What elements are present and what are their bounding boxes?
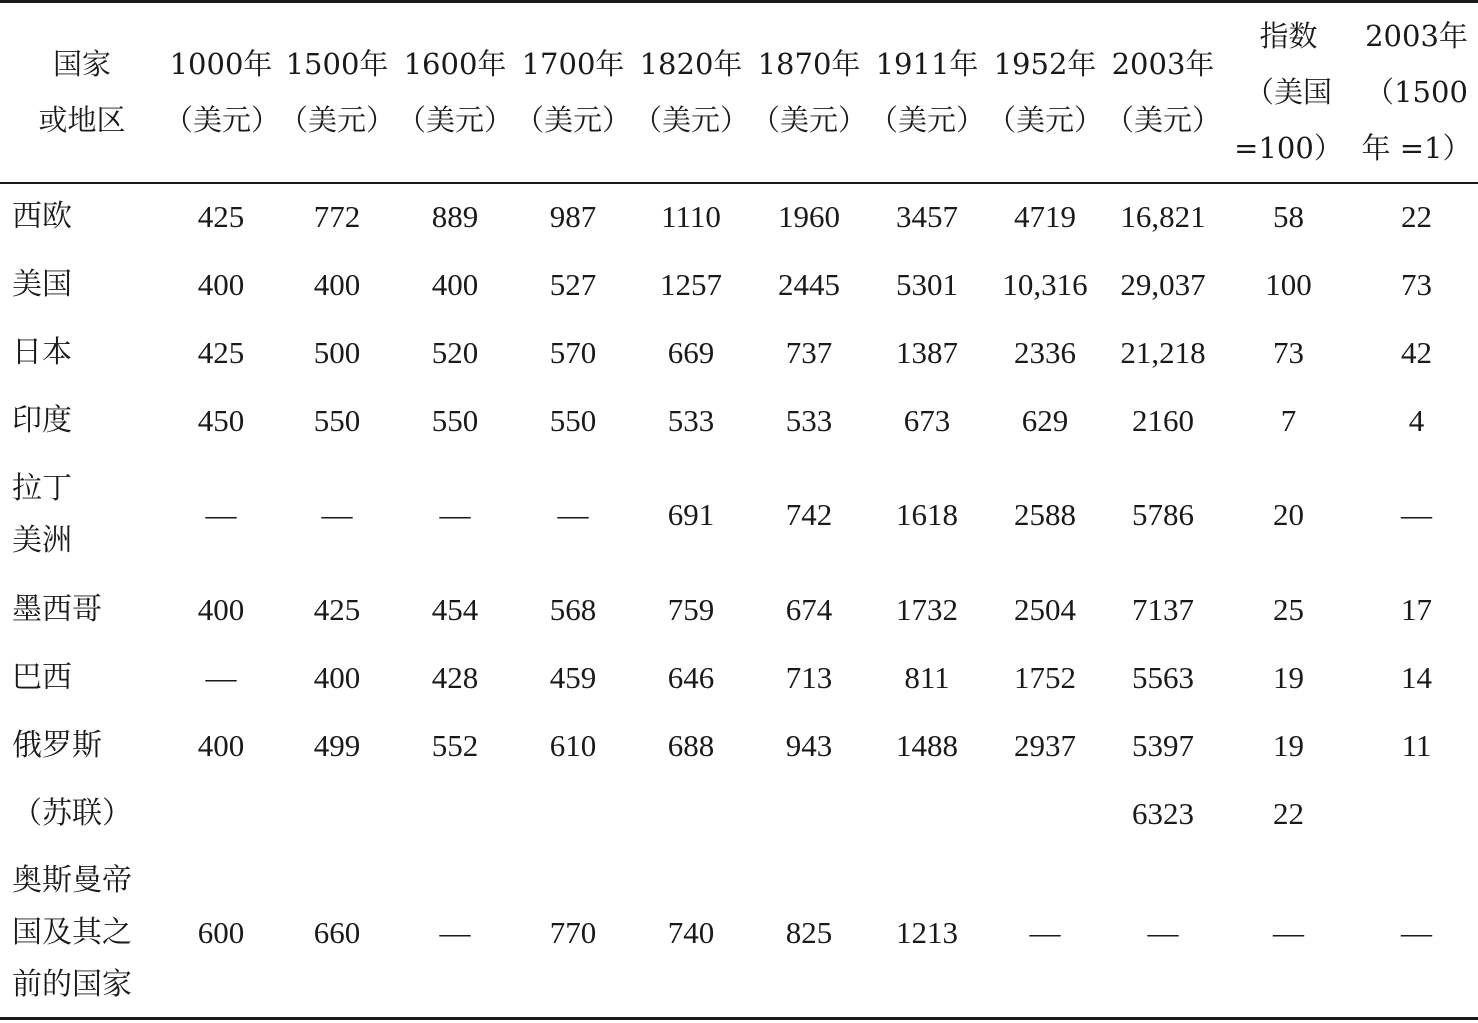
column-header-line: （美元） [632, 103, 749, 138]
column-header-line: 2003年 [1365, 19, 1468, 54]
table-row [0, 319, 1478, 387]
header-row [0, 2, 1478, 183]
column-header-line: 1911年 [875, 47, 979, 82]
value-cell: 500 [313, 334, 361, 370]
table-row [0, 455, 1478, 576]
value-cell: 14 [1401, 659, 1432, 695]
value-cell: 520 [431, 334, 479, 370]
column-header-line: 1600年 [403, 47, 507, 82]
value-cell: 454 [431, 591, 479, 627]
value-cell [632, 780, 750, 849]
row-name-cell [0, 387, 164, 455]
value-cell: 1960 [778, 199, 840, 234]
table-row [0, 849, 1478, 1019]
table-row [0, 387, 1478, 455]
column-header [514, 2, 632, 183]
column-header [1104, 2, 1222, 183]
row-name-line: 日本 [12, 334, 72, 370]
column-header-line: （美元） [986, 103, 1103, 138]
row-name-cell [0, 251, 164, 319]
column-header-line: 1952年 [993, 47, 1097, 82]
row-name-line: 西欧 [12, 199, 72, 234]
row-name-line: 墨西哥 [12, 591, 102, 627]
value-cell: 459 [549, 659, 597, 695]
row-name-line: （苏联） [12, 796, 132, 831]
column-header [0, 2, 164, 183]
value-cell: 688 [667, 727, 715, 763]
value-cell [1355, 780, 1478, 849]
value-cell [986, 780, 1104, 849]
value-cell: 527 [549, 266, 597, 302]
value-cell: 610 [549, 727, 597, 763]
table-row [0, 644, 1478, 712]
column-header-line: （美元） [868, 103, 985, 138]
value-cell: — [557, 497, 589, 532]
value-cell: — [1273, 914, 1304, 950]
value-cell: 19 [1273, 659, 1304, 695]
column-header-line: （美国 [1244, 75, 1332, 110]
value-cell: 4 [1408, 402, 1425, 438]
column-header-line: =100） [1234, 131, 1343, 166]
value-cell: 1257 [660, 266, 722, 302]
table-row [0, 183, 1478, 251]
column-header [164, 2, 281, 183]
table-header [0, 2, 1478, 183]
row-name-line: 巴西 [12, 659, 72, 695]
value-cell: 943 [785, 727, 833, 763]
column-header-line: （美元） [164, 103, 281, 138]
value-cell: 673 [903, 402, 951, 438]
value-cell: 1110 [661, 199, 721, 234]
value-cell: 825 [785, 914, 833, 950]
value-cell [514, 780, 632, 849]
row-name-line: 美国 [12, 266, 72, 302]
column-header-line: 指数 [1259, 19, 1318, 54]
value-cell: 742 [785, 497, 833, 532]
value-cell: — [321, 497, 353, 532]
value-cell: 42 [1401, 334, 1432, 370]
column-header-line: 1000年 [169, 47, 273, 82]
value-cell: 889 [431, 199, 479, 234]
value-cell: — [439, 497, 471, 532]
value-cell: 7 [1280, 402, 1297, 438]
value-cell: 770 [549, 914, 597, 950]
value-cell: 3457 [896, 199, 958, 234]
value-cell: 1213 [896, 914, 958, 950]
value-cell: — [1029, 914, 1061, 950]
value-cell: 691 [667, 497, 715, 532]
value-cell: 100 [1265, 266, 1312, 302]
value-cell: 600 [197, 914, 245, 950]
row-name-line: 印度 [12, 402, 72, 438]
row-name-cell [0, 455, 164, 576]
value-cell: 19 [1273, 727, 1304, 763]
value-cell: — [1147, 914, 1179, 950]
value-cell: 550 [313, 402, 361, 438]
value-cell: 550 [549, 402, 597, 438]
value-cell: 759 [667, 591, 715, 627]
column-header [868, 2, 986, 183]
column-header-line: （美元） [750, 103, 867, 138]
column-header [750, 2, 868, 183]
value-cell [868, 780, 986, 849]
value-cell: 2336 [1014, 334, 1076, 370]
value-cell: 450 [197, 402, 245, 438]
value-cell: 2504 [1014, 591, 1076, 627]
value-cell: 5563 [1132, 659, 1194, 695]
row-name-cell [0, 849, 164, 1019]
column-header [632, 2, 750, 183]
value-cell: 5301 [896, 266, 958, 302]
value-cell: 811 [904, 659, 950, 695]
value-cell: 73 [1273, 334, 1304, 370]
value-cell: 425 [197, 199, 245, 234]
value-cell: 740 [667, 914, 715, 950]
row-name-line: 奥斯曼帝 [12, 862, 132, 898]
column-header-line: 2003年 [1111, 47, 1215, 82]
row-name-cell [0, 319, 164, 387]
value-cell [164, 780, 278, 849]
value-cell: 499 [313, 727, 361, 763]
value-cell: 987 [549, 199, 597, 234]
table-row [0, 576, 1478, 644]
value-cell: 400 [313, 659, 361, 695]
table-row [0, 780, 1478, 849]
value-cell: 22 [1273, 796, 1304, 831]
value-cell: 1752 [1014, 659, 1076, 695]
value-cell: 1732 [896, 591, 958, 627]
value-cell: 5397 [1132, 727, 1194, 763]
value-cell: 772 [313, 199, 361, 234]
value-cell: 22 [1401, 199, 1432, 234]
value-cell: 400 [431, 266, 479, 302]
value-cell: 425 [197, 334, 245, 370]
value-cell: 1488 [896, 727, 958, 763]
value-cell: 400 [313, 266, 361, 302]
column-header-line: 国家 [52, 47, 111, 82]
value-cell: — [205, 659, 237, 695]
value-cell: 400 [197, 727, 245, 763]
column-header-line: 1700年 [521, 47, 625, 82]
value-cell: 646 [667, 659, 715, 695]
value-cell: — [439, 914, 471, 950]
value-cell: 660 [313, 914, 361, 950]
value-cell: 2937 [1014, 727, 1076, 763]
row-name-cell [0, 183, 164, 251]
column-header [396, 2, 514, 183]
value-cell: 73 [1401, 266, 1432, 302]
value-cell: 10,316 [1002, 266, 1088, 302]
row-name-line: 俄罗斯 [12, 727, 102, 763]
value-cell: 674 [785, 591, 833, 627]
row-name-line: 美洲 [12, 523, 72, 558]
column-header-line: 1870年 [757, 47, 861, 82]
row-name-cell [0, 644, 164, 712]
value-cell: 629 [1021, 402, 1069, 438]
value-cell: 2160 [1132, 402, 1194, 438]
column-header-line: 或地区 [38, 103, 126, 138]
table-row [0, 251, 1478, 319]
value-cell: 400 [197, 591, 245, 627]
column-header-line: 1500年 [285, 47, 389, 82]
value-cell: 11 [1401, 727, 1432, 763]
value-cell: 552 [431, 727, 479, 763]
value-cell: 428 [431, 659, 479, 695]
table-body [0, 183, 1478, 1019]
value-cell [750, 780, 868, 849]
column-header [1222, 2, 1355, 183]
value-cell: 2445 [778, 266, 840, 302]
value-cell: 533 [785, 402, 833, 438]
value-cell: 1618 [896, 497, 958, 532]
value-cell: 25 [1273, 591, 1304, 627]
row-name-line: 拉丁 [12, 471, 72, 506]
row-name-cell [0, 780, 164, 849]
column-header-line: （美元） [396, 103, 513, 138]
value-cell: 7137 [1132, 591, 1194, 627]
column-header [1355, 2, 1478, 183]
table-row [0, 712, 1478, 780]
row-name-cell [0, 712, 164, 780]
value-cell: 21,218 [1120, 334, 1206, 370]
row-name-line: 前的国家 [12, 966, 132, 1002]
column-header-line: 1820年 [639, 47, 743, 82]
value-cell [396, 780, 514, 849]
column-header-line: （美元） [1104, 103, 1221, 138]
value-cell: — [1401, 914, 1432, 950]
value-cell: 669 [667, 334, 715, 370]
column-header-line: （美元） [278, 103, 395, 138]
value-cell: 425 [313, 591, 361, 627]
column-header-line: （美元） [514, 103, 631, 138]
value-cell: 1387 [896, 334, 958, 370]
value-cell: 16,821 [1120, 199, 1206, 234]
column-header-line: 年 =1） [1361, 131, 1472, 166]
value-cell: 29,037 [1120, 266, 1206, 302]
value-cell: 713 [785, 659, 833, 695]
value-cell: 2588 [1014, 497, 1076, 532]
column-header [986, 2, 1104, 183]
column-header [278, 2, 396, 183]
value-cell: 570 [549, 334, 597, 370]
value-cell: 533 [667, 402, 715, 438]
value-cell: 58 [1273, 199, 1304, 234]
value-cell [278, 780, 396, 849]
value-cell: 737 [785, 334, 833, 370]
value-cell: 568 [549, 591, 597, 627]
value-cell: — [205, 497, 237, 532]
value-cell: — [1401, 497, 1432, 532]
value-cell: 17 [1401, 591, 1432, 627]
value-cell: 6323 [1132, 796, 1194, 831]
value-cell: 400 [197, 266, 245, 302]
value-cell: 4719 [1014, 199, 1076, 234]
row-name-line: 国及其之 [12, 914, 132, 950]
value-cell: 5786 [1132, 497, 1194, 532]
value-cell: 20 [1273, 497, 1304, 532]
column-header-line: （1500 [1365, 75, 1468, 110]
row-name-cell [0, 576, 164, 644]
value-cell: 550 [431, 402, 479, 438]
